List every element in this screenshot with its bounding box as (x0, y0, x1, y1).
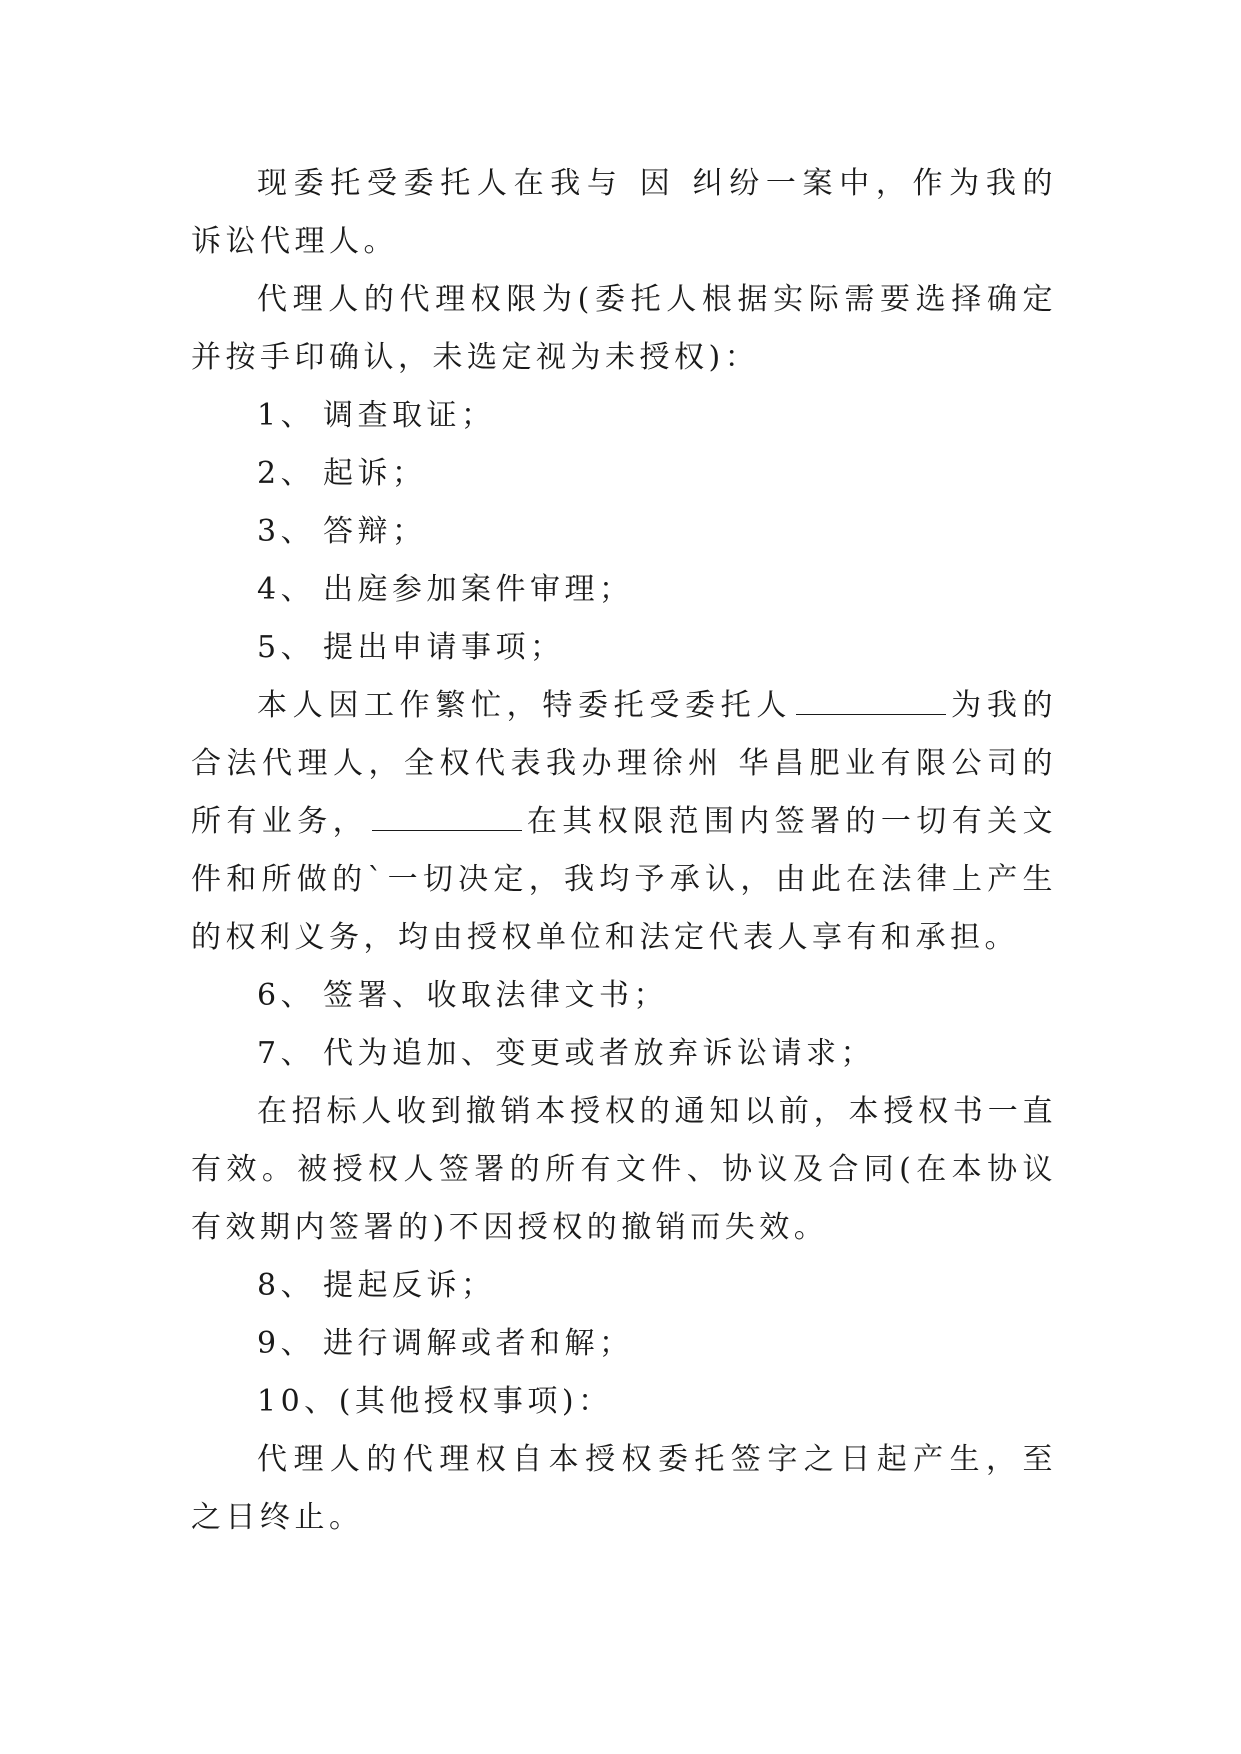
item-number: 6、 (257, 978, 316, 1013)
item-number: 5、 (257, 630, 316, 665)
authorization-paragraph (191, 677, 1057, 967)
item-text: 进行调解或者和解； (323, 1326, 634, 1361)
document-body (191, 155, 1057, 1547)
item-text: 提起反诉； (323, 1268, 496, 1303)
validity-paragraph: 在招标人收到撤销本授权的通知以前，本授权书一直有效。被授权人签署的所有文件、协议及合同(在本协议有效期内签署的)不因授权的撤销而失效。 (191, 1094, 1057, 1245)
item-text: 提出申请事项； (323, 630, 565, 665)
list-item (191, 1257, 1057, 1315)
scope-paragraph: 代理人的代理权限为(委托人根据实际需要选择确定并按手印确认，未选定视为未授权)： (191, 282, 1057, 375)
item-number: 3、 (257, 514, 316, 549)
signer-blank[interactable] (372, 804, 522, 831)
item-text: (其他授权事项)： (338, 1384, 613, 1419)
item-text: 起诉； (323, 456, 427, 491)
item-text: 答辩； (323, 514, 427, 549)
item-number: 1、 (257, 398, 316, 433)
list-item (191, 387, 1057, 445)
authorization-text-3: 在其权限范围内签署的一切有关文件和所做的`一切决定，我均予承认，由此在法律上产生的权利义务，均由授权单位和法定代表人享有和承担。 (191, 804, 1057, 955)
item-text: 代为追加、变更或者放弃诉讼请求； (323, 1036, 875, 1071)
list-item (191, 561, 1057, 619)
item-number: 7、 (257, 1036, 316, 1071)
item-number: 10、 (257, 1384, 339, 1419)
agent-name-blank[interactable] (796, 688, 946, 715)
list-item (191, 445, 1057, 503)
term-paragraph: 代理人的代理权自本授权委托签字之日起产生，至 之日终止。 (191, 1442, 1057, 1535)
list-item (191, 619, 1057, 677)
item-number: 2、 (257, 456, 316, 491)
authorization-text-1: 本人因工作繁忙，特委托受委托人 (257, 688, 792, 723)
intro-paragraph: 现委托受委托人在我与 因 纠纷一案中，作为我的 诉讼代理人。 (191, 166, 1057, 259)
list-item (191, 1025, 1057, 1083)
item-text: 签署、收取法律文书； (323, 978, 668, 1013)
item-number: 4、 (257, 572, 316, 607)
item-text: 出庭参加案件审理； (323, 572, 634, 607)
list-item (191, 1315, 1057, 1373)
list-item (191, 503, 1057, 561)
list-item (191, 967, 1057, 1025)
item-number: 8、 (257, 1268, 316, 1303)
list-item (191, 1373, 1057, 1431)
item-number: 9、 (257, 1326, 316, 1361)
item-text: 调查取证； (323, 398, 496, 433)
authorization-text-2: 为我的合法代理人，全权代表我办理徐州 华昌肥业有限公司的所有业务， (191, 688, 1058, 839)
